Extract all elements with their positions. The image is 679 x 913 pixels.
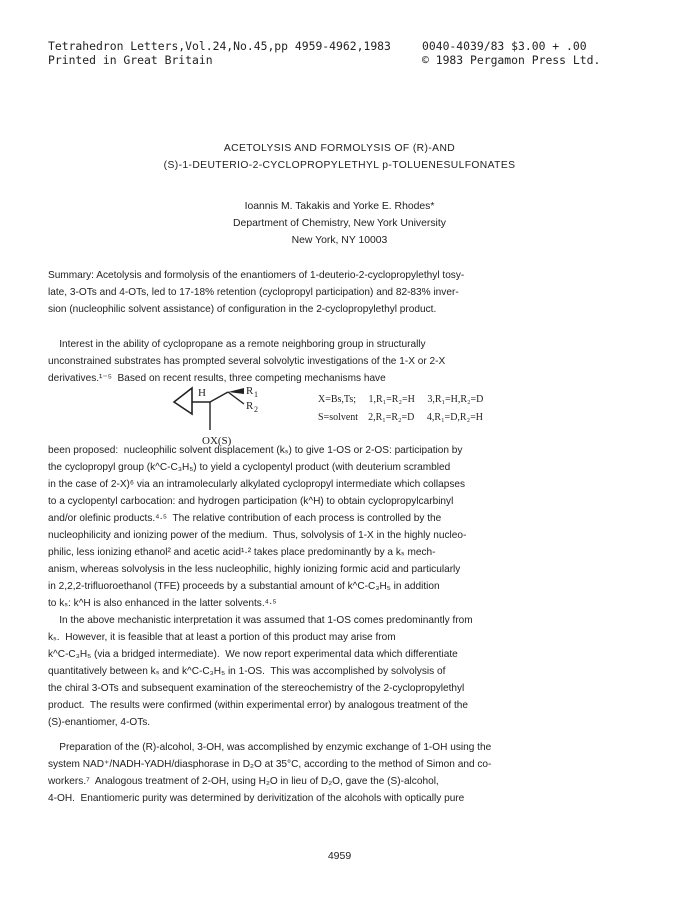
body-line: In the above mechanistic interpretation it was assumed that 1-OS comes predominantly from [48,615,473,626]
body-line: product. The results were confirmed (within experimental error) by analogous treatment of the [48,700,469,711]
body-line: Preparation of the (R)-alcohol, 3-OH, was accomplished by enzymic exchange of 1-OH using the [48,742,492,753]
author-location: New York, NY 10003 [291,235,388,246]
summary-line-2: late, 3-OTs and 4-OTs, led to 17-18% retention (cyclopropyl participation) and 82-83% inver- [48,287,459,298]
body-line: to kₛ: k^H is also enhanced in the latter solvents.⁴·⁵ [48,598,277,609]
author-affiliation: Department of Chemistry, New York University [233,218,446,229]
body-line: quantitatively between kₛ and k^C-C₃H₅ in 1-OS. This was accomplished by solvolysis of [48,666,446,677]
cyclopropylethyl-structure [170,380,290,452]
body-line: been proposed: nucleophilic solvent displacement (kₛ) to give 1-OS or 2-OS: participation by [48,445,463,456]
structure-ox-label: OX(S) [202,435,232,447]
body-line: philic, less ionizing ethanol² and acetic acid¹·² takes place predominantly by a kₛ mech- [48,547,436,558]
structure-legend-row-2: S=solvent 2,R₁=R₂=D 4,R₁=D,R₂=H [318,412,483,423]
body-line: the chiral 3-OTs and subsequent examination of the stereochemistry of the 2-cyclopropylethyl [48,683,465,694]
journal-citation: Tetrahedron Letters,Vol.24,No.45,pp 4959-4962,1983 [48,39,391,53]
summary-line-3: sion (nucleophilic solvent assistance) of configuration in the 2-cyclopropylethyl product. [48,304,437,315]
summary-line-1: Summary: Acetolysis and formolysis of the enantiomers of 1-deuterio-2-cyclopropylethyl tosy- [48,270,465,281]
body-line: and/or olefinic products.⁴·⁵ The relative contribution of each process is controlled by the [48,513,442,524]
body-line: system NAD⁺/NADH-YADH/diasphorase in D₂O at 35°C, according to the method of Simon and co- [48,759,492,770]
body-line: derivatives.¹⁻⁵ Based on recent results, three competing mechanisms have [48,373,386,384]
body-line: Interest in the ability of cyclopropane as a remote neighboring group in structurally [48,339,426,350]
body-line: in 2,2,2-trifluoroethanol (TFE) proceeds by a substantial amount of k^C-C₃H₅ in addition [48,581,440,592]
body-line: the cyclopropyl group (k^C-C₃H₅) to yield a cyclopentyl product (with deuterium scrambled [48,462,451,473]
paper-title-line-2: (S)-1-DEUTERIO-2-CYCLOPROPYLETHYL p-TOLUENESULFONATES [163,160,516,171]
paper-title-line-1: ACETOLYSIS AND FORMOLYSIS OF (R)-AND [223,143,456,154]
price-code: 0040-4039/83 $3.00 + .00 [422,39,587,53]
copyright-notice: © 1983 Pergamon Press Ltd. [422,53,601,67]
cyclopropane-ring [174,388,192,414]
body-line: nucleophilicity and ionizing power of the medium. Thus, solvolysis of 1-X in the highly nucleo- [48,530,467,541]
structure-r1-label: R [246,385,254,397]
body-line: 4-OH. Enantiomeric purity was determined by derivitization of the alcohols with optically pure [48,793,465,804]
body-line: to a cyclopentyl carbocation: and hydrogen participation (k^H) to obtain cyclopropylcarbinyl [48,496,454,507]
body-line: anism, whereas solvolysis in the less nucleophilic, highly ionizing formic acid and particularly [48,564,461,575]
structure-r1-subscript: 1 [254,390,258,399]
body-line: unconstrained substrates has prompted several solvolytic investigations of the 1-X or 2-X [48,356,446,367]
body-line: workers.⁷ Analogous treatment of 2-OH, using H₂O in lieu of D₂O, gave the (S)-alcohol, [48,776,439,787]
body-line: in the case of 2-X)⁶ via an intramolecularly alkylated cyclopropyl intermediate which collapses [48,479,466,490]
structure-r2-label: R [246,400,254,412]
printed-location: Printed in Great Britain [48,53,213,67]
author-names: Ioannis M. Takakis and Yorke E. Rhodes* [244,201,435,212]
body-line: k^C-C₃H₅ (via a bridged intermediate). We now report experimental data which differentiate [48,649,458,660]
structure-legend-row-1: X=Bs,Ts; 1,R₁=R₂=H 3,R₁=H,R₂=D [318,394,484,405]
body-line: kₛ. However, it is feasible that at least a portion of this product may arise from [48,632,396,643]
structure-h-label: H [198,387,206,399]
body-line: (S)-enantiomer, 4-OTs. [48,717,151,728]
page-number: 4959 [327,850,352,862]
structure-r2-subscript: 2 [254,405,258,414]
